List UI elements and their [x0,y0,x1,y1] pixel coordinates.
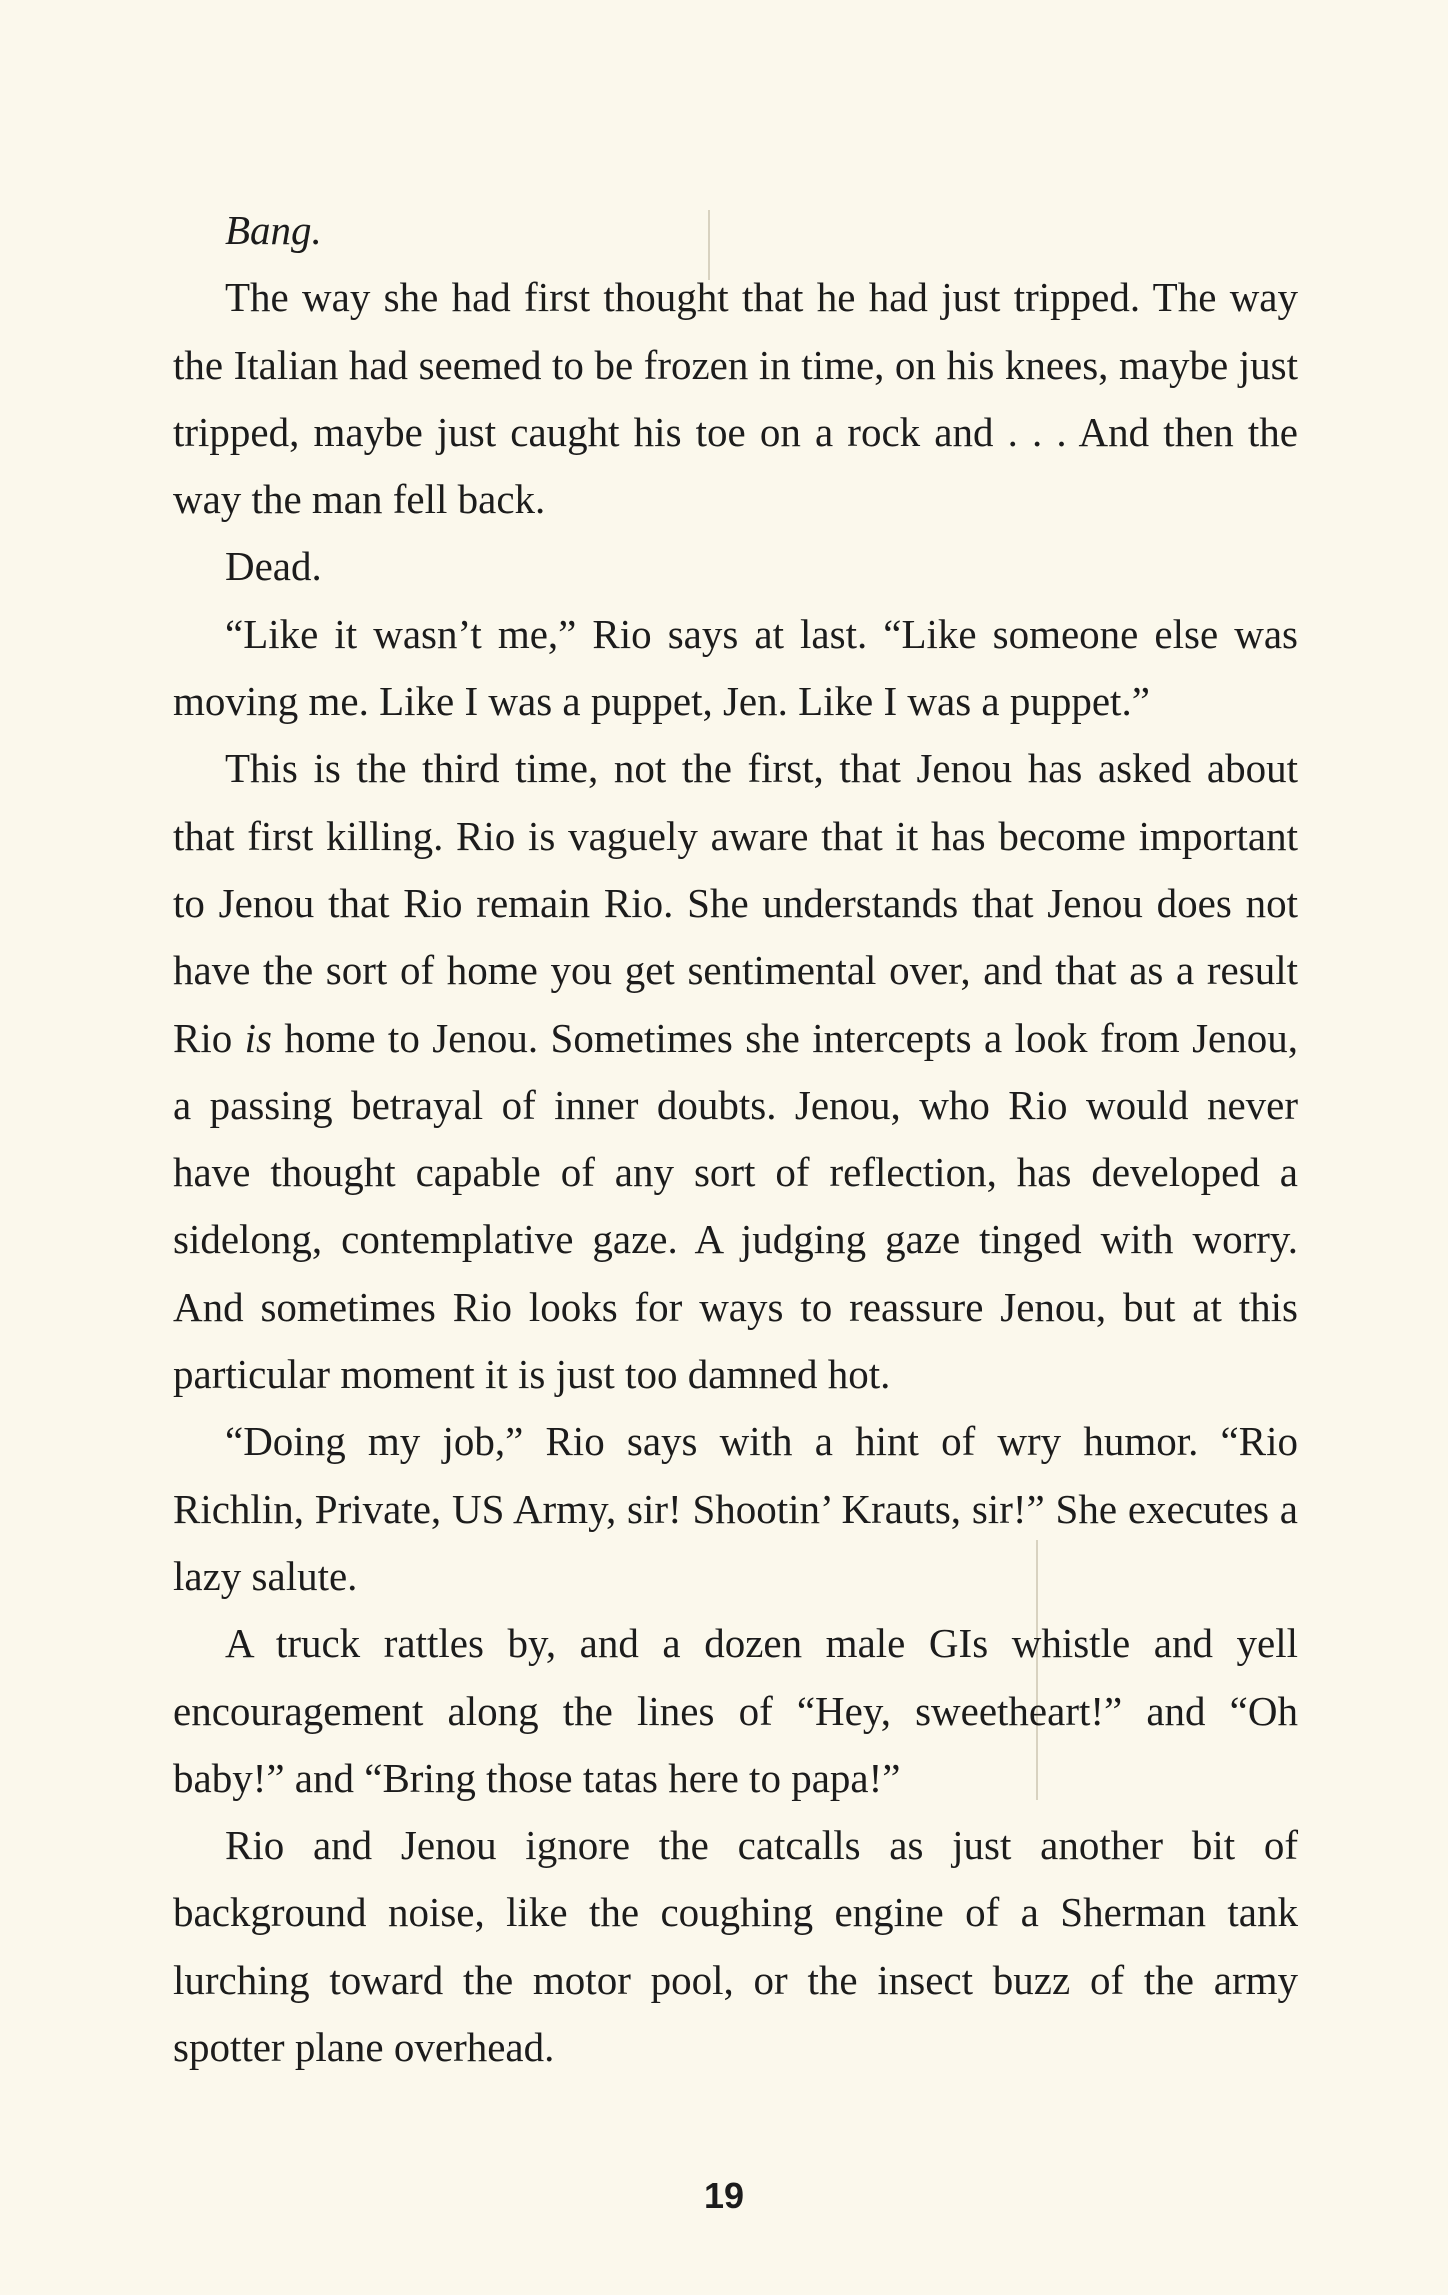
page-number: 19 [703,2175,745,2216]
paragraph-p5 [173,735,1298,1408]
paragraph-text: “Like it wasn’t me,” Rio says at last. “Like someone else was moving me. Like I was a puppet, Jen. Like I was a puppet.” [173,610,1298,725]
paragraph-p4 [173,601,1298,736]
paragraph-text: This is the third time, not the first, that Jenou has asked about that first killing. Rio is vaguely aware that it has become important to Jenou that Rio remain Rio. She understands that Jenou does not have the sort of home you get sentimental over, and that as a result Rio [173,745,1298,1061]
paragraph-text: home to Jenou. Sometimes she intercepts a look from Jenou, a passing betrayal of inner doubts. Jenou, who Rio would never have thought capable of any sort of reflection, has developed a sidelong, contemplative gaze. A judging gaze tinged with worry. And sometimes Rio looks for ways to reassure Jenou, but at this particular moment it is just too damned hot. [173,1014,1298,1398]
paragraph-p1 [173,197,1298,264]
paragraph-p3 [173,533,1298,600]
paragraph-p8 [173,1812,1298,2081]
paragraph-text: A truck rattles by, and a dozen male GIs whistle and yell encouragement along the lines of “Hey, sweetheart!” and “Oh baby!” and “Bring those tatas here to papa!” [173,1620,1298,1801]
paragraph-p6 [173,1408,1298,1610]
paragraph-p2 [173,264,1298,533]
italic-text: is [244,1014,273,1061]
paragraph-p7 [173,1610,1298,1812]
paragraph-text: The way she had first thought that he had just tripped. The way the Italian had seemed to be frozen in time, on his knees, maybe just tripped, maybe just caught his toe on a rock and . . . And then the way the man fell back. [173,274,1298,523]
paragraph-text: Dead. [225,543,322,590]
paragraph-text: Rio and Jenou ignore the catcalls as just another bit of background noise, like the coughing engine of a Sherman tank lurching toward the motor pool, or the insect buzz of the army spotter plane overhead. [173,1822,1298,2071]
paragraph-text: “Doing my job,” Rio says with a hint of wry humor. “Rio Richlin, Private, US Army, sir! Shootin’ Krauts, sir!” She executes a lazy salute. [173,1418,1298,1599]
body-text [173,197,1298,2081]
italic-text: Bang. [225,207,322,253]
